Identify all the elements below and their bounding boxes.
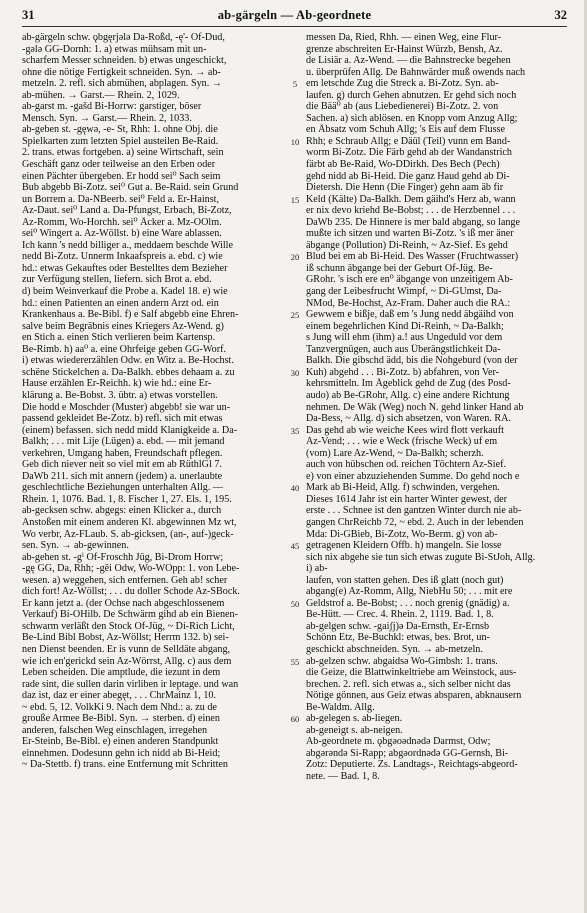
text-line: mußte ich sitzen und warten Bi-Zotz. 's iß mer äner: [306, 228, 514, 240]
text-line: ab-geneigt s. ab-neigen.: [306, 724, 403, 736]
header-rule: [22, 26, 567, 27]
text-line: rade sint, die sullen darin virliben ir leptage. und wan: [22, 678, 239, 690]
line-number: 55: [290, 656, 300, 667]
text-line: nete. — Bad. 1, 8.: [306, 771, 380, 782]
text-line: Be-Hütt. — Crec. 4. Rhein. 2, 1119. Bad. 1, 8.: [306, 609, 494, 621]
text-line: Tanzvergnügen, auch aus Überängstlichkeit Da-: [306, 343, 501, 355]
line-number: 35: [290, 425, 300, 436]
text-line: un Borrem a. Da-NBeerb. sei⁰ Feld a. Er-Hainst,: [22, 193, 220, 205]
text-line: ohne die nötige Fertigkeit schneiden. Syn. → ab-: [22, 66, 221, 78]
text-line: Verkauf) Bi-OHilb. De Schwärm gihd ab ein Bienen-: [22, 609, 238, 621]
text-line: Az-Vend; . . . wie e Weck (frische Weck) uf em: [306, 436, 498, 448]
text-line: sei⁰ Wingert a. Az-Wöllst. b) eine Ware ablassen.: [22, 228, 222, 240]
text-line: GRohr. 's isch ere en⁰ äbgange von unzeitigem Ab-: [306, 274, 513, 286]
text-line: auch von hübschen od. reichen Töchtern Az-Sief.: [306, 459, 506, 471]
text-line: gang der Leibesfrucht Wimpf, ~ Di-GUmst, Da-: [306, 286, 502, 298]
text-line: hd.: etwas Gekauftes oder Bestelltes dem Bezieher: [22, 262, 228, 274]
text-line: i) etwas wiedererzählen Odw. en Witz a. Be-Hochst.: [22, 355, 234, 367]
text-line: geschickt abschneiden. Syn. → ab-metzeln.: [306, 643, 483, 655]
text-line: Geschäft ganz oder teilweise an den Erben oder: [22, 159, 216, 171]
text-line: färbt ab Be-Raid, Wo-DDirkh. Des Bech (Pech): [306, 159, 500, 171]
text-line: Rhh; e Schraub Allg; e Däül (Teil) vunn em Band-: [306, 135, 511, 147]
text-line: Die hodd e Moschder (Muster) abgebb! sie war un-: [22, 401, 231, 413]
text-line: einem begehrlichen Kind Di-Reinh, ~ Da-Balkh;: [306, 320, 504, 332]
text-line: messen Da, Ried, Rhh. — einen Weg, eine Flur-: [306, 32, 502, 43]
text-line: Er-Steinb, Be-Bibl. e) einen anderen Standpunkt: [22, 736, 219, 748]
text-line: u. überprüfen Allg. De Bahnwärder muß owends nach: [306, 66, 526, 78]
text-line: grouße Armee Be-Bibl. Syn. → sterben. d) einen: [22, 713, 220, 725]
text-line: Mensch. Syn. → Garst.— Rhein. 2, 1033.: [22, 112, 192, 124]
text-line: de Lisiär a. Az-Wend. — die Bahnstrecke begehen: [306, 55, 511, 67]
text-line: schëne Stickelchen a. Da-Balkh. ebbes dehaam a. zu: [22, 366, 235, 378]
text-line: einen Pächter übergeben. Er hodd sei⁰ Sach seim: [22, 170, 221, 182]
text-line: Ab-geordnete m. ǫbgǝoǝdnǝdǝ Darmst, Odw;: [306, 736, 491, 748]
text-line: Zotz: Deputierte. Zs. Landtags-, Reichtags-abgeord-: [306, 759, 518, 771]
text-line: metzeln. 2. refl. sich abmühen, abplagen. Syn. →: [22, 78, 222, 90]
text-line: laufen. g) durch Gehen abnutzen. Er gehd sich noch: [306, 89, 517, 101]
text-line: Nötige gönnen, aus Geiz etwas absparen, abknausern: [306, 690, 522, 702]
text-line: -gǝlǝ GG-Dornh: 1. a) etwas mühsam mit un-: [22, 43, 207, 55]
text-line: ab-garst m. -gašd Bi-Horrw: garstiger, böser: [22, 101, 202, 113]
text-line: Keld (Kälte) Da-Balkh. Dem gäihd's Herz ab, wann: [306, 193, 516, 205]
text-line: gangen ChrReichb 72, ~ ebd. 2. Auch in der lebenden: [306, 516, 524, 528]
line-number: 50: [290, 598, 300, 609]
page-number-left: 31: [22, 8, 35, 22]
text-line: Blud bei em ab Bi-Heid. Des Wasser (Fruchtwasser): [306, 251, 519, 263]
right-column: [306, 32, 568, 783]
text-line: s Jung will ehm (ihm) a.! aus Ungeduld vor dem: [306, 332, 503, 344]
text-line: Spielkarten zum letzten Spiel austeilen Be-Raid.: [22, 135, 219, 147]
line-number: 45: [290, 541, 300, 552]
text-line: Balkh; . . . mit Lije (Lügen) a. ebd. — mit jemand: [22, 436, 225, 448]
text-line: Az-Daut. sei⁰ Land a. Da-Pfungst, Erbach, Bi-Zotz,: [22, 205, 232, 217]
text-line: nedd Bi-Zotz. Unnerm Inkaafspreis a. ebd. c) wie: [22, 251, 223, 263]
text-line: ab-gelzen schw. abgaidsə Wo-Gimbsh: 1. trans.: [306, 655, 498, 667]
text-line: Er kann jetzt a. (der Ochse nach abgeschlossenem: [22, 597, 225, 609]
text-line: Anstoßen mit einem anderen Kl. abgewinnen Mz wt,: [22, 516, 237, 528]
text-line: abgang(e) Az-Romm, Allg, NiebHu 50; . . . mit ere: [306, 586, 513, 598]
text-line: die Bää⁰ ab (aus Liebedienerei) Bi-Zotz. 2. von: [306, 101, 499, 113]
text-line: en Äbsatz vom Schuh Allg; 's Eis auf dem Flusse: [306, 124, 505, 136]
text-line: grenze abschreiten Er-Hainst Würzb, Bensh, Az.: [306, 43, 503, 55]
text-line: audo) ab Be-GRohr, Allg. c) eine andere Richtung: [306, 389, 510, 401]
line-number: 40: [290, 483, 300, 494]
text-line: die Geize, die Blattwinkeltriebe am Weinstock, aus-: [306, 667, 517, 679]
text-line: Balkh. Die gibschd ädd, bis die Nohgeburd (von der: [306, 355, 518, 367]
text-line: einnehmen. Dodesunn gehn ich nidd ab Bi-Heid;: [22, 747, 221, 759]
text-line: ab-geben st. -gęwǝ, -e- St, Rhh: 1. ohne Obj. die: [22, 124, 218, 136]
text-line: em letschde Zug die Streck a. Bi-Zotz. Syn. ab-: [306, 78, 499, 90]
text-line: Sachen. a) sich ablösen. en Knopp vom Anzug Allg;: [306, 112, 518, 124]
line-number: 10: [290, 136, 300, 147]
text-line: Dietersh. Die Henn (Die Finger) gehn aam äb fir: [306, 182, 504, 194]
text-line: ab-mühen. → Garst.— Rhein. 2, 1029.: [22, 89, 180, 101]
text-line: sich nix abgehe sie tun sich etwas zugute Bi-StJoh, Allg.: [306, 551, 536, 563]
line-number: 30: [290, 367, 300, 378]
text-line: Kuh) abgehd . . . Bi-Zotz. b) abfahren, von Ver-: [306, 366, 500, 378]
text-line: Hause erzählen Er-Reichh. k) wie hd.: eine Er-: [22, 378, 212, 390]
text-line: Be-Lind Bibl Bobst, Az-Wöllst; Herrm 132. b) sei-: [22, 632, 229, 644]
text-line: Dieses 1614 Jahr ist ein harter Winter gewest, der: [306, 493, 508, 505]
text-line: NMod, Be-Hochst, Az-Fram. Daher auch die RA.:: [306, 297, 511, 309]
text-line: anderen, falschen Weg einschlagen, irregehen: [22, 724, 208, 736]
line-number: 60: [290, 714, 300, 725]
text-line: 2. trans. etwas fortgeben. a) seine Wirtschaft, sein: [22, 147, 224, 159]
text-line: (vom) Lare Az-Wend, ~ Da-Balkh; scherzh.: [306, 447, 484, 459]
text-line: scharfem Messer schneiden. b) etwas ungeschickt,: [22, 55, 227, 67]
text-line: getragenen Kleidern Offb. h) mangeln. Sie losse: [306, 540, 502, 552]
text-line: Das gehd ab wie weiche Kees wird flott verkauft: [306, 424, 504, 436]
text-line: verkehren, Umgang haben, Freundschaft pflegen.: [22, 447, 223, 459]
text-line: (einem) befassen. sich nedd midd Klanigkeide a. Da-: [22, 424, 238, 436]
text-line: Gewwem e bißje, daß em 's Jung nedd äbgäihd von: [306, 309, 514, 321]
text-line: er nix devo kriehd Be-Bobst; . . . de Herzbennel . . .: [306, 205, 516, 217]
line-number: 25: [290, 310, 300, 321]
text-line: Mark ab Bi-Heid, Allg. f) schwinden, vergehen.: [306, 482, 500, 494]
text-line: zur Verfügung stellen, liefern. sich Brot a. ebd.: [22, 274, 212, 286]
text-line: daz ist, daz er einer abegęt, . . . ChrMainz 1, 10.: [22, 690, 216, 702]
text-line: ab-gelegen s. ab-liegen.: [306, 713, 403, 725]
text-line: worm Bi-Zotz. Die Färb gehd ab der Wandanstrich: [306, 147, 512, 159]
text-line: Be-Waldm. Allg.: [306, 701, 375, 713]
left-column: [22, 32, 284, 771]
text-line: Mda: Di-GBieb, Bi-Zotz, Wo-Berm. g) von ab-: [306, 528, 498, 540]
text-line: Geldstrof a. Be-Bobst; . . . noch grenig (gnädig) a.: [306, 597, 510, 609]
text-line: Bub abgebb Bi-Zotz. sei⁰ Gut a. Be-Raid. sein Grund: [22, 182, 239, 194]
text-line: laufen, von statten gehen. Des iß glatt (noch gut): [306, 574, 504, 586]
text-line: DaWb 235. De Hinnere is mer bald abgang, so lange: [306, 216, 520, 228]
text-line: Wo verbr, Az-FLaub. S. ab-gicksen, (an-, auf-)geck-: [22, 528, 234, 540]
text-line: i) ab-: [306, 563, 328, 575]
text-line: schwarm verläßt den Stock Of-Jüg, ~ Di-Rich Licht,: [22, 620, 235, 632]
text-line: sen. Syn. → ab-gewinnen.: [22, 540, 129, 552]
text-line: gehd nidd ab Bi-Heid. Die ganz Haud gehd ab Di-: [306, 170, 510, 182]
text-line: kehrsmitteln. Im Ägeblick gehd de Zug (des Posd-: [306, 378, 511, 390]
text-line: ab-gecksen schw. abgegs: einen Klicker a., durch: [22, 505, 222, 517]
text-line: äbgange (Pollution) Di-Reinh, ~ Az-Sief. Es gehd: [306, 239, 508, 251]
text-line: ab-gelgen schw. -gaiʃj)ə Da-Ernsth, Er-Ernsb: [306, 620, 490, 632]
text-line: passend gekleidet Be-Zotz. b) refl. sich mit etwas: [22, 413, 223, 425]
text-line: DaWb 211. sich mit annern (jedem) a. unerlaubte: [22, 470, 223, 482]
text-line: Ich kann 's nedd billiger a., meddaem beschde Wille: [22, 239, 233, 251]
text-line: dich fort! Az-Wöllst; . . . du doller Schode Az-SBock.: [22, 586, 240, 598]
text-line: nen Dienst beenden. Er is vunn de Selldäte abgang,: [22, 643, 231, 655]
text-line: ~ Da-Stettb. f) trans. eine Entfernung mit Schritten: [22, 759, 228, 771]
text-line: nehmen. De Wäk (Weg) noch N. gehd linker Hand ab: [306, 401, 524, 413]
text-line: Krankenhaus a. Be-Bibl. f) e Salf abgebb eine Ehren-: [22, 309, 239, 321]
text-line: hd.: einen Patienten an einen andern Arzt od. ein: [22, 297, 219, 309]
text-line: geschlechtliche Beziehungen unterhalten Allg. —: [22, 482, 224, 494]
text-line: Be-Rimb. h) aa⁰ a. eine Ohrfeige geben GG-Worf.: [22, 343, 226, 355]
text-line: d) beim Weinverkauf die Probe a. Kadel 18. e) wie: [22, 286, 228, 298]
text-line: erste . . . Schnee ist den gantzen Winter durch nie ab-: [306, 505, 522, 517]
text-line: Geb dich niever neit so viel mit em ab RüthlGl 7.: [22, 459, 222, 471]
line-number: 15: [290, 194, 300, 205]
text-line: Az-Romm, Wo-Horchh. sei⁰ Äcker a. Mz-OOlm.: [22, 216, 222, 228]
text-line: ab-gärgeln schw. ǫbgęrjǝlǝ Da-Roßd, -ę'- Of-Dud,: [22, 32, 225, 43]
text-line: klärung a. Be-Bobst. 3. übtr. a) etwas vorstellen.: [22, 389, 218, 401]
text-line: Da-Bess, ~ Allg. d) sich absetzen, von Waren. RA.: [306, 413, 511, 425]
text-line: salve beim Begräbnis eines Kriegers Az-Wend. g): [22, 320, 224, 332]
running-title: ab-gärgeln — Ab-geordnete: [217, 8, 372, 22]
text-line: ab-gehen st. -gⁱ Of-Froschh Jüg, Bi-Drom Horrw;: [22, 551, 224, 563]
text-line: wesen. a) weggehen, sich entfernen. Geh ab! scher: [22, 574, 228, 586]
line-number: 5: [292, 79, 298, 90]
text-line: ~ ebd. 5, 12. VolkKi 9. Nach dem Nhd.: a. zu de: [22, 701, 217, 713]
text-line: e) von einer abzuziehenden Summe. Do gehd noch e: [306, 470, 520, 482]
text-line: Schönn Etz, Be-Buchkl: etwas, bes. Brot, un-: [306, 632, 490, 644]
text-line: iß schunn äbgange bei der Geburt Of-Jüg. Be-: [306, 262, 493, 274]
text-line: Rhein. 1, 1076. Bad. 1, 8. Fischer 1, 27. Els. 1, 195.: [22, 493, 232, 505]
text-line: brechen. 2. refl. sich etwas a., sich selber nicht das: [306, 678, 511, 690]
line-number: 20: [290, 252, 300, 263]
text-line: Leben scheiden. Die amptlude, die iezunt in dem: [22, 667, 221, 679]
text-line: wie ich en'gerickd sein Az-Wörrst, Allg. c) aus dem: [22, 655, 232, 667]
page-number-right: 32: [554, 8, 567, 22]
text-line: abgǝrǝndǝ Si-Rapp; abgǝordnǝdǝ GG-Gernsh, Bi-: [306, 747, 509, 759]
text-line: -gę GG, Da, Rhh; -gēi Odw, Wo-WOpp: 1. von Lebe-: [22, 563, 240, 575]
page-header: [22, 8, 567, 26]
text-line: en Stich a. einen Stich verlieren beim Kartensp.: [22, 332, 216, 344]
